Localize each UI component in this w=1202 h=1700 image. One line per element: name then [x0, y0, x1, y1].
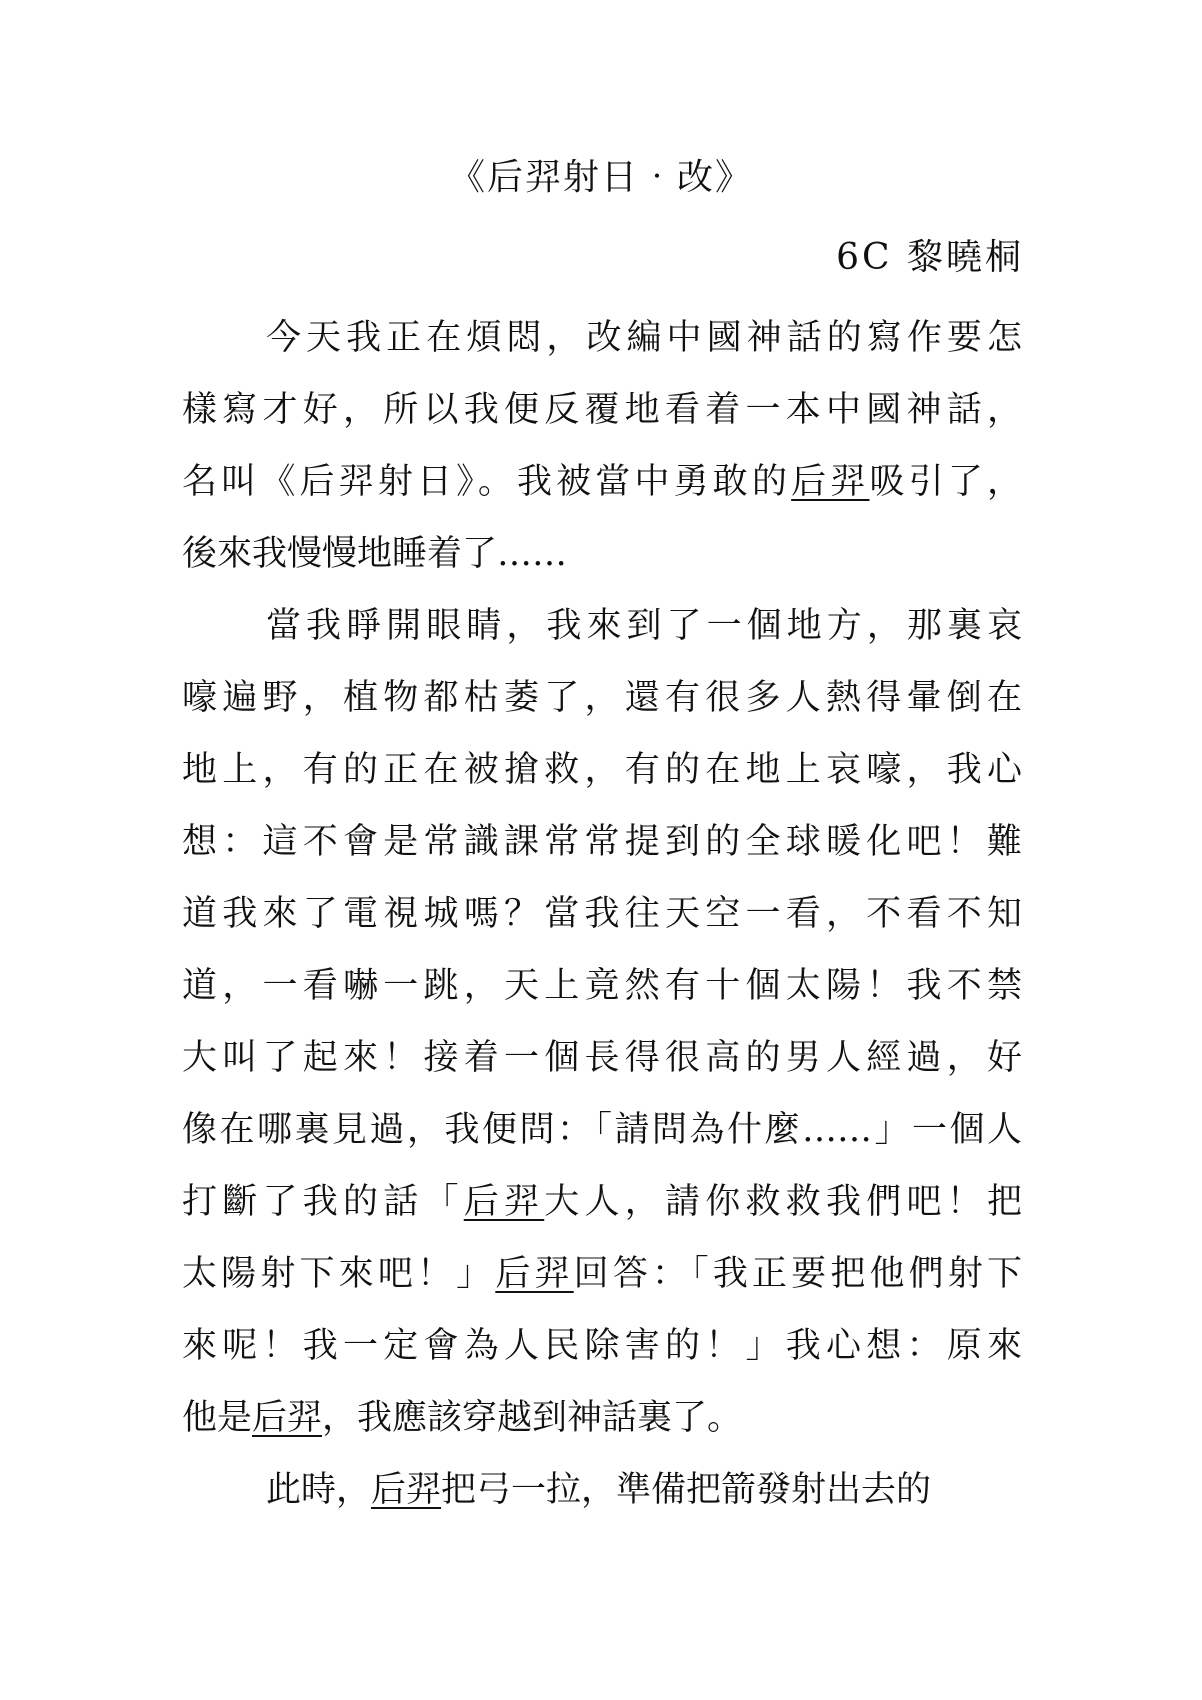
text-segment: 嚎遍野，植物都枯萎了，還有很多人熱得暈倒在: [182, 678, 1022, 718]
text-segment: 後來我慢慢地睡着了……: [182, 534, 568, 574]
text-line: [182, 950, 1022, 1022]
text-line: [182, 590, 1022, 662]
text-line: [182, 1238, 1022, 1310]
text-segment: ，我應該穿越到神話裏了。: [322, 1398, 743, 1438]
text-line: [182, 806, 1022, 878]
text-segment: 他是: [182, 1398, 253, 1438]
text-segment: 道我來了電視城嗎？當我往天空一看，不看不知: [182, 894, 1022, 934]
text-segment: 地上，有的正在被搶救，有的在地上哀嚎，我心: [182, 750, 1022, 790]
text-line: [182, 1382, 1022, 1454]
text-line: [182, 1166, 1022, 1238]
text-line: [182, 734, 1022, 806]
proper-name: 后羿: [791, 462, 870, 502]
text-segment: 吸引了，: [869, 462, 1022, 502]
author-line: 6C 黎曉桐: [836, 237, 1024, 278]
text-segment: 名叫《后羿射日》。我被當中勇敢的: [182, 462, 792, 502]
text-line: [182, 302, 1022, 374]
essay-body: [182, 302, 1022, 1526]
text-segment: 想：這不會是常識課常常提到的全球暖化吧！難: [182, 822, 1022, 862]
text-segment: 今天我正在煩悶，改編中國神話的寫作要怎: [266, 318, 1022, 358]
paragraph: [182, 302, 1022, 590]
proper-name: 后羿: [371, 1470, 442, 1510]
text-line: [182, 374, 1022, 446]
text-segment: 大人，請你救救我們吧！把: [544, 1182, 1022, 1222]
text-segment: 太陽射下來吧！」: [182, 1254, 496, 1294]
text-line: [182, 446, 1022, 518]
text-line: [182, 1454, 1022, 1526]
text-segment: 回答：「我正要把他們射下: [573, 1254, 1022, 1294]
paragraph: [182, 1454, 1022, 1526]
essay-title: 《后羿射日‧改》: [448, 157, 753, 198]
text-segment: 當我睜開眼睛，我來到了一個地方，那裏哀: [266, 606, 1022, 646]
text-line: [182, 878, 1022, 950]
text-segment: 此時，: [266, 1470, 372, 1510]
text-segment: 把弓一拉，準備把箭發射出去的: [441, 1470, 932, 1510]
text-line: [182, 518, 1022, 590]
text-segment: 樣寫才好，所以我便反覆地看着一本中國神話，: [182, 390, 1022, 430]
text-segment: 大叫了起來！接着一個長得很高的男人經過，好: [182, 1038, 1022, 1078]
proper-name: 后羿: [463, 1182, 545, 1222]
text-segment: 像在哪裏見過，我便問：「請問為什麼……」一個人: [182, 1110, 1022, 1150]
paragraph: [182, 590, 1022, 1454]
proper-name: 后羿: [252, 1398, 323, 1438]
proper-name: 后羿: [495, 1254, 574, 1294]
text-line: [182, 1310, 1022, 1382]
text-line: [182, 1094, 1022, 1166]
text-segment: 打斷了我的話「: [182, 1182, 464, 1222]
text-line: [182, 662, 1022, 734]
text-segment: 道，一看嚇一跳，天上竟然有十個太陽！我不禁: [182, 966, 1022, 1006]
text-line: [182, 1022, 1022, 1094]
text-segment: 來呢！我一定會為人民除害的！」我心想：原來: [182, 1326, 1022, 1366]
